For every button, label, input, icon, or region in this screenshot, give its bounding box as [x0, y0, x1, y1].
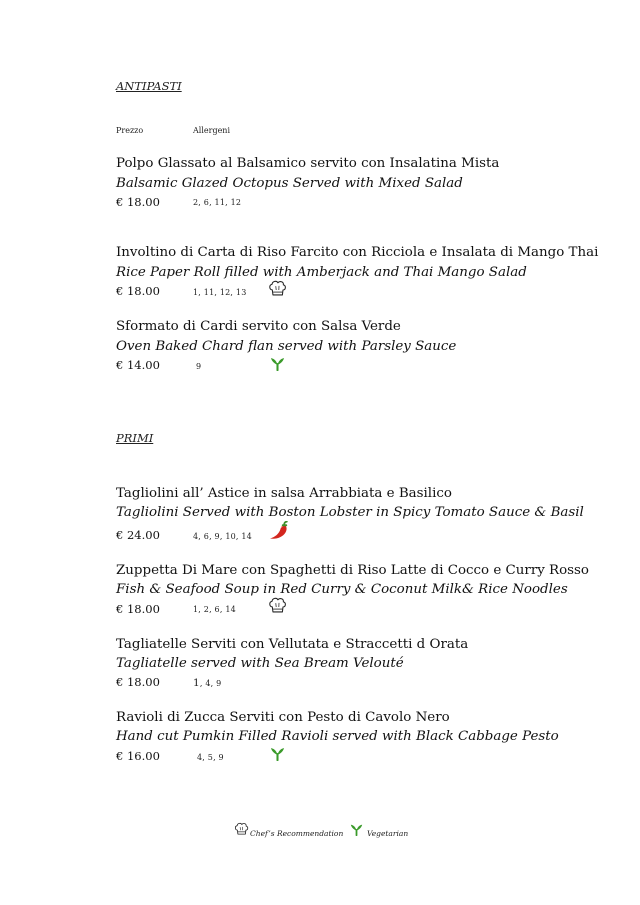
dish-italian-name: Sformato di Cardi servito con Salsa Verde — [116, 319, 401, 334]
dish-english-name: Rice Paper Roll filled with Amberjack and Thai Mango Salad — [116, 265, 527, 280]
dish-english-name: Balsamic Glazed Octopus Served with Mixed Salad — [116, 176, 463, 191]
section-title-primi: PRIMI — [116, 431, 154, 445]
dish-allergen-rest: , 4, 9 — [199, 679, 222, 688]
dish-allergens: 4, 5, 9 — [197, 753, 224, 762]
dish-allergens: 2, 6, 11, 12 — [193, 198, 242, 207]
dish-allergens — [193, 677, 221, 689]
dish-allergens: 1, 11, 12, 13 — [193, 288, 247, 297]
dish-allergens: 4, 6, 9, 10, 14 — [193, 532, 252, 541]
vegetarian-sprout-icon — [270, 356, 285, 371]
chef-hat-icon — [268, 597, 287, 614]
chili-pepper-icon — [268, 521, 290, 541]
dish-price: € 18.00 — [116, 195, 160, 209]
dish-english-name: Tagliatelle served with Sea Bream Velouté — [116, 656, 404, 671]
price-column-header: Prezzo — [116, 126, 144, 135]
dish-italian-name: Zuppetta Di Mare con Spaghetti di Riso Latte di Cocco e Curry Rosso — [116, 563, 589, 578]
dish-allergen-first: 1 — [193, 677, 200, 689]
dish-italian-name: Tagliatelle Serviti con Vellutata e Straccetti d Orata — [116, 637, 469, 652]
dish-price: € 24.00 — [116, 528, 160, 542]
dish-italian-name: Tagliolini all’ Astice in salsa Arrabbiata e Basilico — [116, 486, 452, 501]
dish-price: € 18.00 — [116, 284, 160, 298]
vegetarian-sprout-icon — [270, 746, 285, 761]
section-title-antipasti: ANTIPASTI — [116, 79, 182, 93]
dish-english-name: Tagliolini Served with Boston Lobster in Spicy Tomato Sauce & Basil — [116, 505, 584, 520]
dish-italian-name: Involtino di Carta di Riso Farcito con Ricciola e Insalata di Mango Thai — [116, 245, 599, 260]
dish-italian-name: Polpo Glassato al Balsamico servito con Insalatina Mista — [116, 156, 500, 171]
vegetarian-sprout-icon — [350, 823, 363, 836]
dish-english-name: Oven Baked Chard flan served with Parsley Sauce — [116, 339, 457, 354]
dish-price: € 18.00 — [116, 675, 160, 689]
legend-chef-recommendation: Chef’s Recommendation — [250, 829, 344, 838]
dish-english-name: Hand cut Pumkin Filled Ravioli served with Black Cabbage Pesto — [116, 729, 559, 744]
dish-allergens: 1, 2, 6, 14 — [193, 605, 236, 614]
legend-vegetarian: Vegetarian — [367, 829, 409, 838]
dish-allergens: 9 — [196, 362, 202, 371]
dish-price: € 18.00 — [116, 602, 160, 616]
dish-italian-name: Ravioli di Zucca Serviti con Pesto di Cavolo Nero — [116, 710, 450, 725]
allergens-column-header: Allergeni — [193, 126, 231, 135]
dish-price: € 16.00 — [116, 749, 160, 763]
dish-price: € 14.00 — [116, 358, 160, 372]
chef-hat-icon — [268, 280, 287, 297]
chef-hat-icon — [234, 822, 249, 836]
dish-english-name: Fish & Seafood Soup in Red Curry & Coconut Milk& Rice Noodles — [116, 582, 568, 597]
